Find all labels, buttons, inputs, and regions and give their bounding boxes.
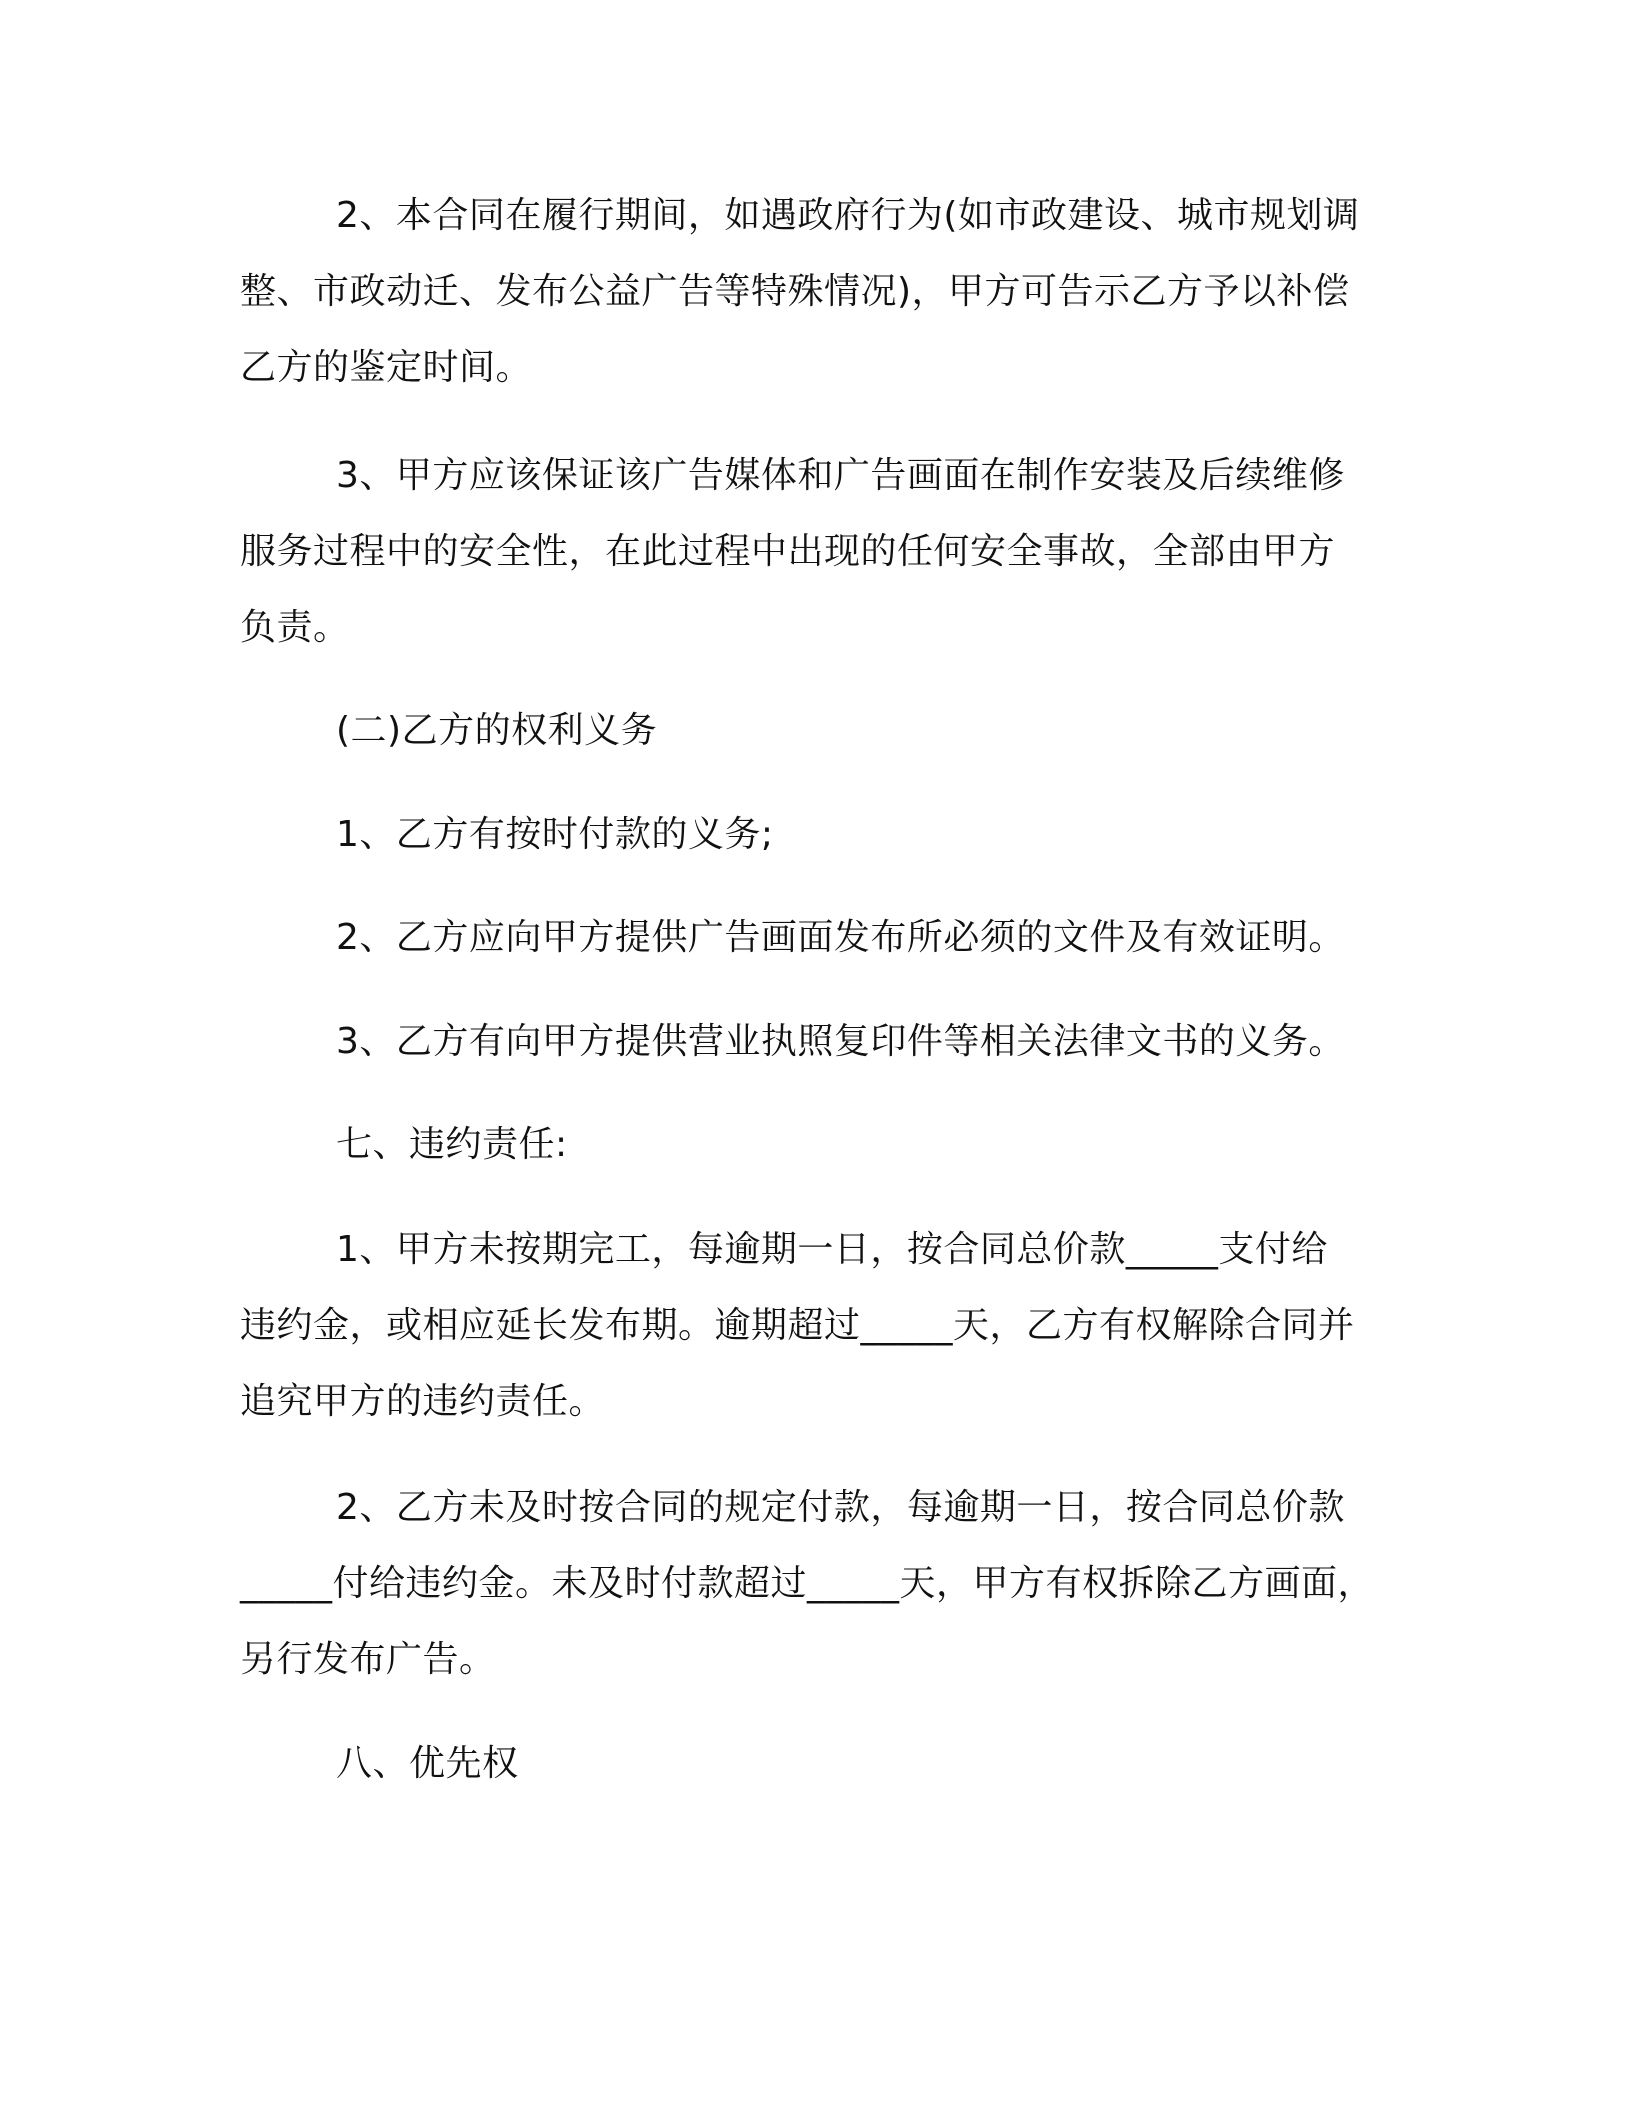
section-heading-party-b-rights xyxy=(240,693,1400,769)
text-line: 七、违约责任: xyxy=(336,1124,568,1165)
text-line: 负责。 xyxy=(240,607,350,648)
text-line: 追究甲方的违约责任。 xyxy=(240,1381,606,1422)
paragraph-business-license xyxy=(240,1004,1400,1080)
paragraph-provide-documents xyxy=(240,900,1400,976)
text-line: 违约金，或相应延长发布期。逾期超过_____天，乙方有权解除合同并 xyxy=(240,1305,1355,1346)
text-line: 3、乙方有向甲方提供营业执照复印件等相关法律文书的义务。 xyxy=(336,1021,1345,1062)
text-line: 1、乙方有按时付款的义务; xyxy=(336,814,774,855)
paragraph-party-b-late-payment xyxy=(240,1470,1400,1698)
text-line: 服务过程中的安全性，在此过程中出现的任何安全事故，全部由甲方 xyxy=(240,531,1336,572)
text-line: 3、甲方应该保证该广告媒体和广告画面在制作安装及后续维修 xyxy=(336,455,1345,496)
text-line: 1、甲方未按期完工，每逾期一日，按合同总价款_____支付给 xyxy=(336,1229,1328,1270)
section-heading-breach-liability xyxy=(240,1107,1400,1183)
paragraph-party-a-delay xyxy=(240,1212,1400,1440)
text-line: 另行发布广告。 xyxy=(240,1639,496,1680)
paragraph-government-action xyxy=(240,178,1400,406)
text-line: 乙方的鉴定时间。 xyxy=(240,347,533,388)
paragraph-safety-responsibility xyxy=(240,438,1400,666)
paragraph-payment-obligation xyxy=(240,797,1400,873)
text-line: 2、本合同在履行期间，如遇政府行为(如市政建设、城市规划调 xyxy=(336,195,1360,236)
text-line: 2、乙方未及时按合同的规定付款，每逾期一日，按合同总价款 xyxy=(336,1487,1345,1528)
text-line: _____付给违约金。未及时付款超过_____天，甲方有权拆除乙方画面， xyxy=(240,1563,1375,1604)
text-line: 八、优先权 xyxy=(336,1743,519,1784)
text-line: 整、市政动迁、发布公益广告等特殊情况)，甲方可告示乙方予以补偿 xyxy=(240,271,1350,312)
text-line: 2、乙方应向甲方提供广告画面发布所必须的文件及有效证明。 xyxy=(336,917,1345,958)
section-heading-priority-right xyxy=(240,1726,1400,1802)
text-line: (二)乙方的权利义务 xyxy=(336,710,658,751)
